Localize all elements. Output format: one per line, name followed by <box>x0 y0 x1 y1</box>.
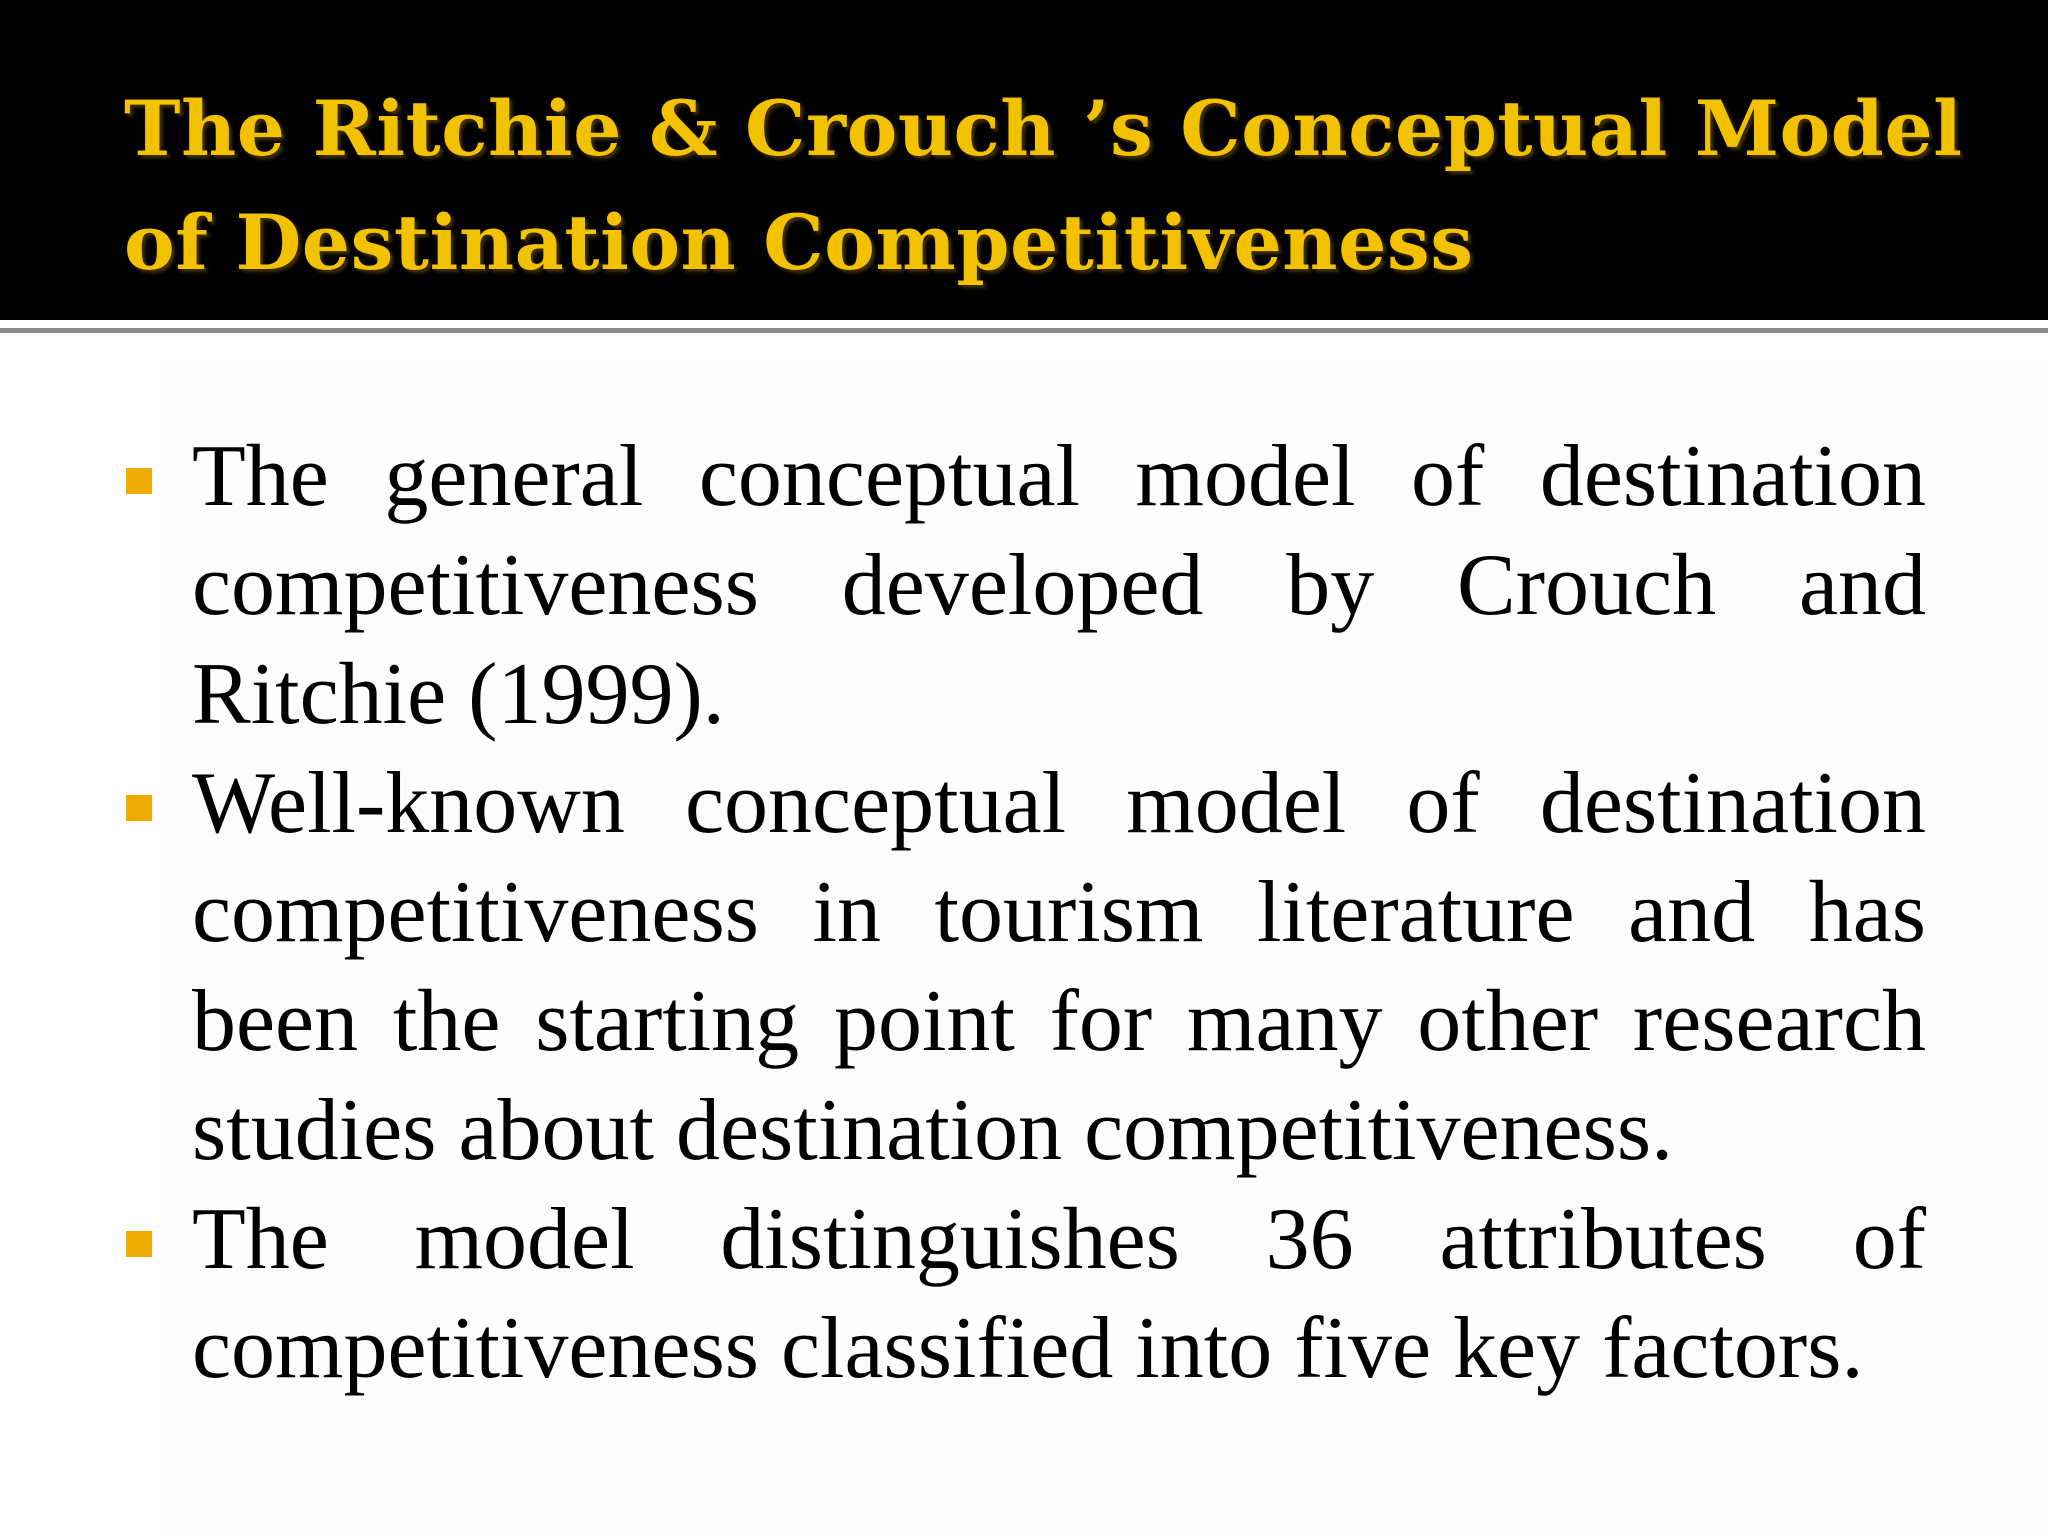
bullet-item-2 <box>120 749 1926 1185</box>
square-bullet-icon <box>126 468 152 494</box>
bullet-text-1: The general conceptual model of destination competitiveness developed by Crouch and Ritchie (1999). <box>192 428 1926 743</box>
title-divider-gap <box>0 320 2048 326</box>
bullet-list <box>120 422 1926 1403</box>
square-bullet-icon <box>126 1231 152 1257</box>
title-divider-line <box>0 328 2048 333</box>
bullet-text-3: The model distinguishes 36 attributes of competitiveness classified into five key factors. <box>192 1191 1926 1397</box>
bullet-item-3 <box>120 1185 1926 1403</box>
title-bar <box>0 0 2048 320</box>
slide-title: The Ritchie & Crouch ’s Conceptual Model of Destination Competitiveness <box>124 84 1963 287</box>
bullet-item-1 <box>120 422 1926 749</box>
square-bullet-icon <box>126 795 152 821</box>
bullet-text-2: Well-known conceptual model of destination competitiveness in tourism literature and has been the starting point for many other research studies about destination competitiveness. <box>192 755 1926 1179</box>
